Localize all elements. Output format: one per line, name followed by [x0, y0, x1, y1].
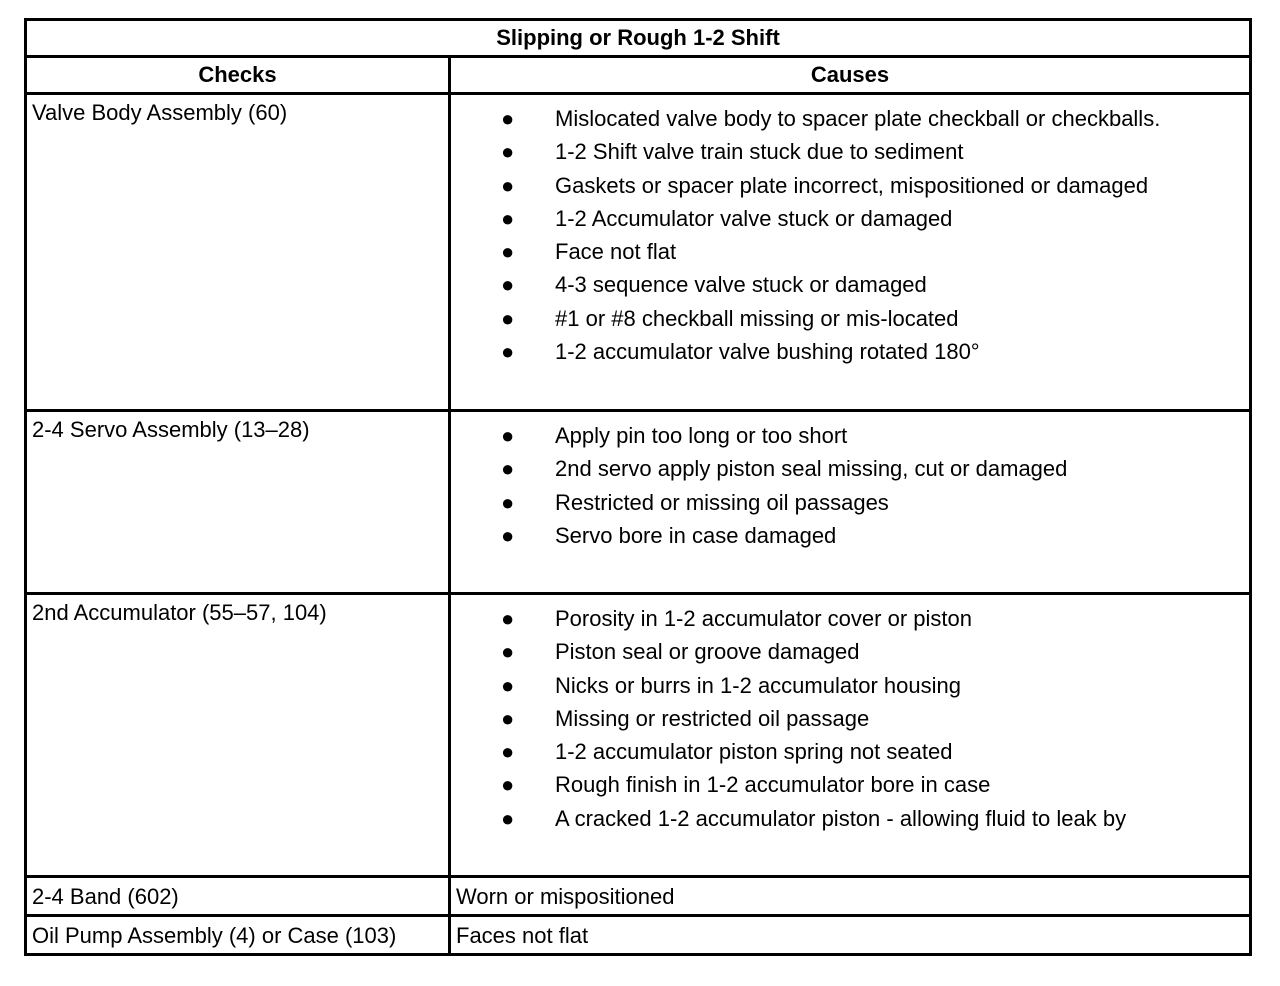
list-item [451, 102, 1249, 135]
check-cell: 2-4 Servo Assembly (13–28) [26, 411, 450, 594]
bullet-icon: ● [501, 772, 515, 798]
bullet-icon: ● [501, 522, 515, 548]
list-item [451, 202, 1249, 235]
bullet-icon: ● [501, 272, 515, 298]
cause-text: Nicks or burrs in 1-2 accumulator housing [555, 672, 961, 698]
cause-text: 2nd servo apply piston seal missing, cut or damaged [555, 456, 1068, 482]
table-row [26, 94, 1251, 411]
bullet-icon: ● [501, 456, 515, 482]
list-item [451, 419, 1249, 452]
bullet-icon: ● [501, 305, 515, 331]
cause-text: 1-2 Shift valve train stuck due to sediment [555, 139, 964, 165]
column-header-checks: Checks [26, 57, 450, 94]
cause-list [451, 595, 1249, 835]
bullet-icon: ● [501, 489, 515, 515]
list-item [451, 268, 1249, 301]
table-header-row [26, 57, 1251, 94]
check-cell: 2-4 Band (602) [26, 877, 450, 916]
table-title-row [26, 20, 1251, 57]
list-item [451, 452, 1249, 485]
bullet-icon: ● [501, 606, 515, 631]
table-row [26, 916, 1251, 955]
list-item [451, 602, 1249, 635]
list-item [451, 486, 1249, 519]
list-item [451, 235, 1249, 268]
bullet-icon: ● [501, 172, 515, 198]
list-item [451, 735, 1249, 768]
diagnosis-table [24, 18, 1252, 956]
cause-text: 4-3 sequence valve stuck or damaged [555, 272, 927, 298]
column-header-causes: Causes [450, 57, 1251, 94]
bullet-icon: ● [501, 805, 515, 831]
bullet-icon: ● [501, 339, 515, 365]
table-row [26, 877, 1251, 916]
cause-list [451, 95, 1249, 368]
table-title: Slipping or Rough 1-2 Shift [26, 20, 1251, 57]
cause-text: Faces not flat [450, 916, 1251, 955]
list-item [451, 169, 1249, 202]
cause-text: 1-2 accumulator valve bushing rotated 180° [555, 339, 980, 365]
cause-text: A cracked 1-2 accumulator piston - allowing fluid to leak by [555, 805, 1127, 831]
table-row [26, 411, 1251, 594]
list-item [451, 669, 1249, 702]
check-cell: 2nd Accumulator (55–57, 104) [26, 594, 450, 877]
list-item [451, 135, 1249, 168]
causes-cell [450, 411, 1251, 594]
bullet-icon: ● [501, 239, 515, 265]
cause-list [451, 412, 1249, 552]
cause-text: Gaskets or spacer plate incorrect, mispositioned or damaged [555, 172, 1149, 198]
cause-text: Rough finish in 1-2 accumulator bore in case [555, 772, 991, 798]
cause-text: 1-2 Accumulator valve stuck or damaged [555, 205, 953, 231]
cause-text: Worn or mispositioned [450, 877, 1251, 916]
table-row [26, 594, 1251, 877]
list-item [451, 768, 1249, 801]
bullet-icon: ● [501, 205, 515, 231]
bullet-icon: ● [501, 139, 515, 165]
bullet-icon: ● [501, 106, 515, 131]
cause-text: Mislocated valve body to spacer plate checkball or checkballs. [555, 106, 1161, 131]
cause-text: Porosity in 1-2 accumulator cover or piston [555, 606, 972, 631]
bullet-icon: ● [501, 672, 515, 698]
bullet-icon: ● [501, 639, 515, 665]
list-item [451, 702, 1249, 735]
check-cell: Valve Body Assembly (60) [26, 94, 450, 411]
list-item [451, 302, 1249, 335]
list-item [451, 802, 1249, 835]
cause-text: 1-2 accumulator piston spring not seated [555, 739, 953, 765]
list-item [451, 335, 1249, 368]
cause-text: Face not flat [555, 239, 677, 265]
causes-cell [450, 94, 1251, 411]
bullet-icon: ● [501, 739, 515, 765]
cause-text: Servo bore in case damaged [555, 522, 837, 548]
cause-text: Apply pin too long or too short [555, 423, 848, 448]
bullet-icon: ● [501, 423, 515, 448]
cause-text: #1 or #8 checkball missing or mis-located [555, 305, 959, 331]
bullet-icon: ● [501, 705, 515, 731]
check-cell: Oil Pump Assembly (4) or Case (103) [26, 916, 450, 955]
causes-cell [450, 594, 1251, 877]
list-item [451, 519, 1249, 552]
cause-text: Piston seal or groove damaged [555, 639, 860, 665]
cause-text: Missing or restricted oil passage [555, 705, 870, 731]
list-item [451, 635, 1249, 668]
cause-text: Restricted or missing oil passages [555, 489, 889, 515]
